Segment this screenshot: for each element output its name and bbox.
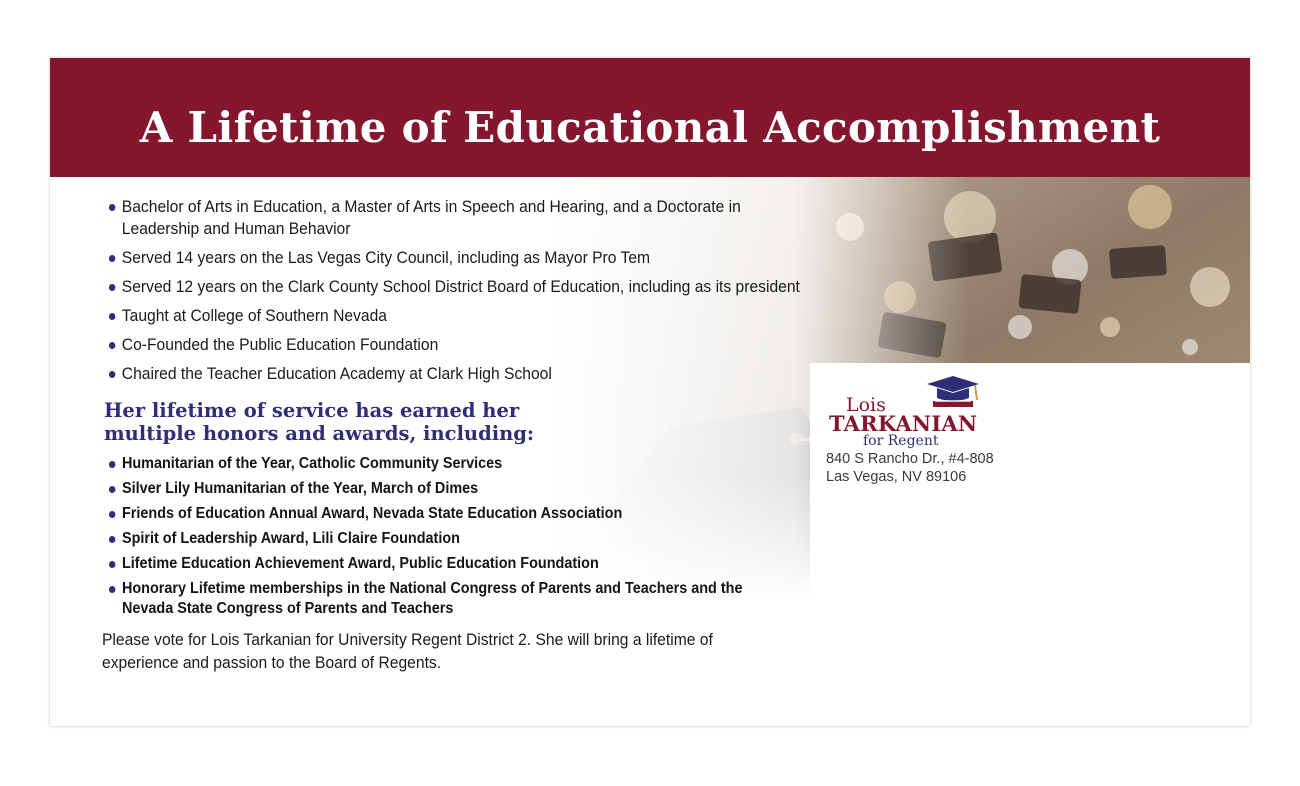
honors-heading <box>104 399 624 445</box>
title-banner <box>50 58 1250 177</box>
mailing-address <box>826 450 994 486</box>
list-item: Spirit of Leadership Award, Lili Claire Foundation <box>108 529 759 549</box>
accomplishments-list <box>108 196 868 392</box>
campaign-logo <box>827 374 1007 454</box>
graduation-cap-icon <box>923 374 983 410</box>
honors-heading-line2: multiple honors and awards, including: <box>104 422 535 445</box>
list-item: Lifetime Education Achievement Award, Public Education Foundation <box>108 554 759 574</box>
awards-list <box>108 454 808 624</box>
honors-heading-line1: Her lifetime of service has earned her <box>104 399 520 422</box>
closing-paragraph: Please vote for Lois Tarkanian for University Regent District 2. She will bring a lifetime of experience and passion to the Board of Regents. <box>102 630 713 672</box>
logo-tagline: for Regent <box>863 433 939 449</box>
page-title: A Lifetime of Educational Accomplishment <box>139 103 1161 152</box>
logo-first-name: Lois <box>846 394 886 416</box>
list-item: Served 12 years on the Clark County School District Board of Education, including as its president <box>108 276 807 298</box>
address-line2: Las Vegas, NV 89106 <box>826 469 967 485</box>
list-item: Humanitarian of the Year, Catholic Community Services <box>108 454 759 474</box>
list-item: Co-Founded the Public Education Foundation <box>108 334 807 356</box>
mailer-card <box>50 58 1250 726</box>
list-item: Bachelor of Arts in Education, a Master of Arts in Speech and Hearing, and a Doctorate in Leadership and Human Behavior <box>108 196 807 240</box>
list-item: Served 14 years on the Las Vegas City Council, including as Mayor Pro Tem <box>108 247 807 269</box>
list-item: Silver Lily Humanitarian of the Year, March of Dimes <box>108 479 759 499</box>
logo-last-name: TARKANIAN <box>829 411 978 436</box>
list-item: Chaired the Teacher Education Academy at Clark High School <box>108 363 807 385</box>
list-item: Taught at College of Southern Nevada <box>108 305 807 327</box>
list-item: Friends of Education Annual Award, Nevada State Education Association <box>108 504 759 524</box>
address-line1: 840 S Rancho Dr., #4-808 <box>826 451 994 467</box>
list-item: Honorary Lifetime memberships in the National Congress of Parents and Teachers and the Nevada State Congress of Parents and Teachers <box>108 579 759 619</box>
